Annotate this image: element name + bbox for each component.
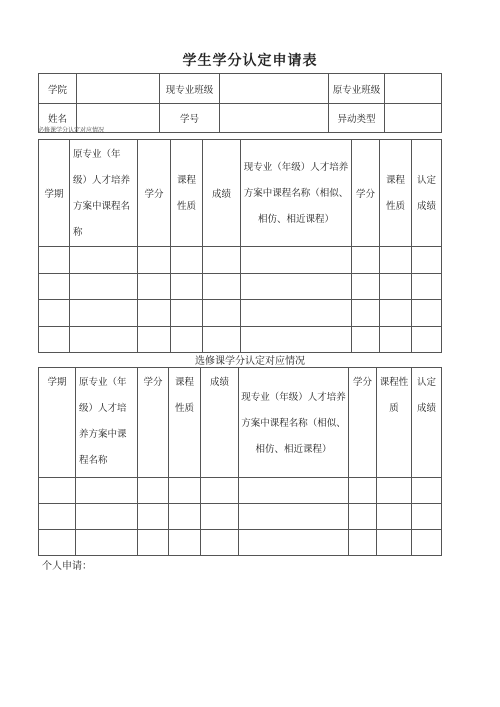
- col-recognized-score: 认定成绩: [416, 175, 436, 212]
- col-score: 成绩: [203, 140, 241, 247]
- col-credit: 学分: [143, 377, 163, 388]
- table-row[interactable]: [39, 247, 442, 274]
- table-row[interactable]: [39, 327, 442, 353]
- table-row[interactable]: [39, 478, 442, 504]
- col-course-nature-2: 课程性质: [379, 377, 409, 414]
- col-course-nature-2: 课程性质: [385, 175, 405, 212]
- info-table: [38, 73, 442, 133]
- field-student-id[interactable]: [220, 104, 329, 133]
- personal-application-label: 个人申请：: [42, 561, 92, 572]
- col-credit-2: 学分: [352, 140, 380, 247]
- col-credit-2: 学分: [352, 377, 372, 388]
- field-original-class[interactable]: [385, 74, 442, 104]
- label-name: 姓名: [39, 104, 77, 133]
- col-original-course: 原专业（年级）人才培养方案中课程名称: [73, 149, 131, 238]
- field-change-type[interactable]: [385, 104, 442, 133]
- field-college[interactable]: [77, 74, 160, 104]
- col-score: 成绩: [209, 377, 229, 388]
- col-term: 学期: [47, 377, 67, 388]
- table-row[interactable]: [39, 274, 442, 300]
- label-college: 学院: [39, 74, 77, 104]
- table-row[interactable]: [39, 300, 442, 327]
- label-original-class: 原专业班级: [329, 74, 385, 104]
- label-change-type: 异动类型: [329, 104, 385, 133]
- table-row[interactable]: [39, 504, 442, 530]
- col-new-course: 现专业（年级）人才培养方案中课程名称（相似、相仿、相近课程）: [241, 391, 346, 455]
- col-term: 学期: [39, 140, 70, 247]
- col-recognized-score: 认定成绩: [416, 377, 436, 414]
- field-current-class[interactable]: [220, 74, 329, 104]
- col-course-nature: 课程性质: [176, 175, 196, 212]
- col-course-nature: 课程性质: [174, 377, 194, 414]
- table-row[interactable]: [39, 530, 442, 556]
- col-original-course: 原专业（年级）人才培养方案中课程名称: [79, 377, 127, 466]
- col-credit: 学分: [138, 140, 171, 247]
- col-new-course: 现专业（年级）人才培养方案中课程名称（相似、相仿、相近课程）: [243, 162, 349, 225]
- label-current-class: 现专业班级: [160, 74, 220, 104]
- label-student-id: 学号: [160, 104, 220, 133]
- form-title: 学生学分认定申请表: [182, 53, 318, 69]
- elective-course-table: [38, 367, 442, 556]
- required-course-table: [38, 139, 442, 353]
- required-section-note: 必修课学分认定对应情况: [38, 127, 105, 134]
- elective-section-title: 选修课学分认定对应情况: [195, 356, 305, 367]
